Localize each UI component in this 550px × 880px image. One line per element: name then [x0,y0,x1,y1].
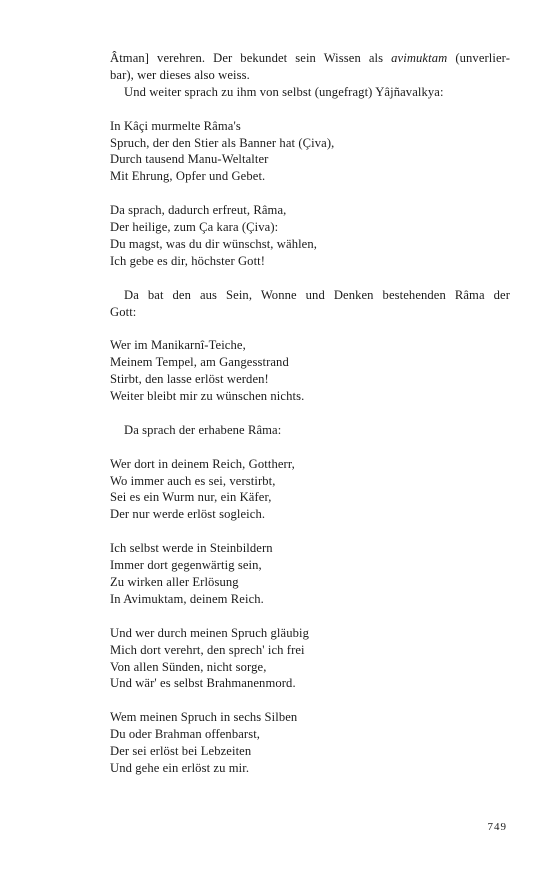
spacer [110,270,510,287]
intro-line-1-start: Âtman] verehren. Der bekundet sein Wissen als [110,51,384,65]
prose-paragraph-1 [110,287,510,321]
verse-line: Weiter bleibt mir zu wünschen nichts. [110,389,305,404]
verse-line: Sei es ein Wurm nur, ein Käfer, [110,490,272,505]
spacer [110,692,510,709]
spacer [110,439,510,456]
stanza-6 [110,625,510,693]
stanza-1 [110,118,510,186]
verse-line: Von allen Sünden, nicht sorge, [110,659,267,674]
page-number: 749 [487,821,507,833]
spacer [110,608,510,625]
spacer [110,101,510,118]
spacer [110,320,510,337]
verse-line: Immer dort gegenwärtig sein, [110,558,262,573]
spacer [110,523,510,540]
verse-line: Der heilige, zum Ça kara (Çiva): [110,220,279,235]
verse-line: Stirbt, den lasse erlöst werden! [110,372,269,387]
verse-line: Und gehe ein erlöst zu mir. [110,760,250,775]
intro-line-2: bar), wer dieses also weiss. [110,67,250,82]
verse-line: Mit Ehrung, Opfer und Gebet. [110,169,266,184]
verse-line: Der sei erlöst bei Lebzeiten [110,744,252,759]
verse-line: In Avimuktam, deinem Reich. [110,591,264,606]
verse-line: Wem meinen Spruch in sechs Silben [110,710,298,725]
stanza-2 [110,202,510,270]
verse-line: Du oder Brahman offenbarst, [110,727,261,742]
verse-line: Wo immer auch es sei, verstirbt, [110,473,276,488]
page-text [110,50,510,777]
verse-line: Du magst, was du dir wünschst, wählen, [110,236,318,251]
verse-line: Spruch, der den Stier als Banner hat (Çiva), [110,135,335,150]
spacer [110,405,510,422]
verse-line: Da sprach, dadurch erfreut, Râma, [110,203,287,218]
verse-line: Ich selbst werde in Steinbildern [110,541,273,556]
verse-line: Und wer durch meinen Spruch gläubig [110,625,310,640]
avimuktam-term: avimuktam [391,51,448,65]
intro-line-1 [110,50,510,67]
stanza-7 [110,709,510,777]
verse-line: Und wär' es selbst Brahmanenmord. [110,676,296,691]
verse-line: Meinem Tempel, am Gangesstrand [110,355,289,370]
spacer [110,185,510,202]
intro-line-3: Und weiter sprach zu ihm von selbst (ungefragt) Yâjñavalkya: [124,84,444,99]
stanza-4 [110,456,510,524]
verse-line: In Kâçi murmelte Râma's [110,118,241,133]
verse-line: Wer dort in deinem Reich, Gottherr, [110,456,295,471]
verse-line: Mich dort verehrt, den sprech' ich frei [110,642,305,657]
prose-line-1: Da bat den aus Sein, Wonne und Denken bestehenden Râma der [124,287,510,302]
stanza-5 [110,540,510,608]
prose-paragraph-2: Da sprach der erhabene Râma: [124,422,282,437]
stanza-3 [110,337,510,405]
verse-line: Der nur werde erlöst sogleich. [110,507,266,522]
verse-line: Wer im Manikarnî-Teiche, [110,338,246,353]
verse-line: Durch tausend Manu-Weltalter [110,152,269,167]
verse-line: Zu wirken aller Erlösung [110,574,239,589]
intro-line-1-end: (unverlier- [455,51,511,65]
prose-line-2: Gott: [110,304,137,319]
verse-line: Ich gebe es dir, höchster Gott! [110,253,266,268]
